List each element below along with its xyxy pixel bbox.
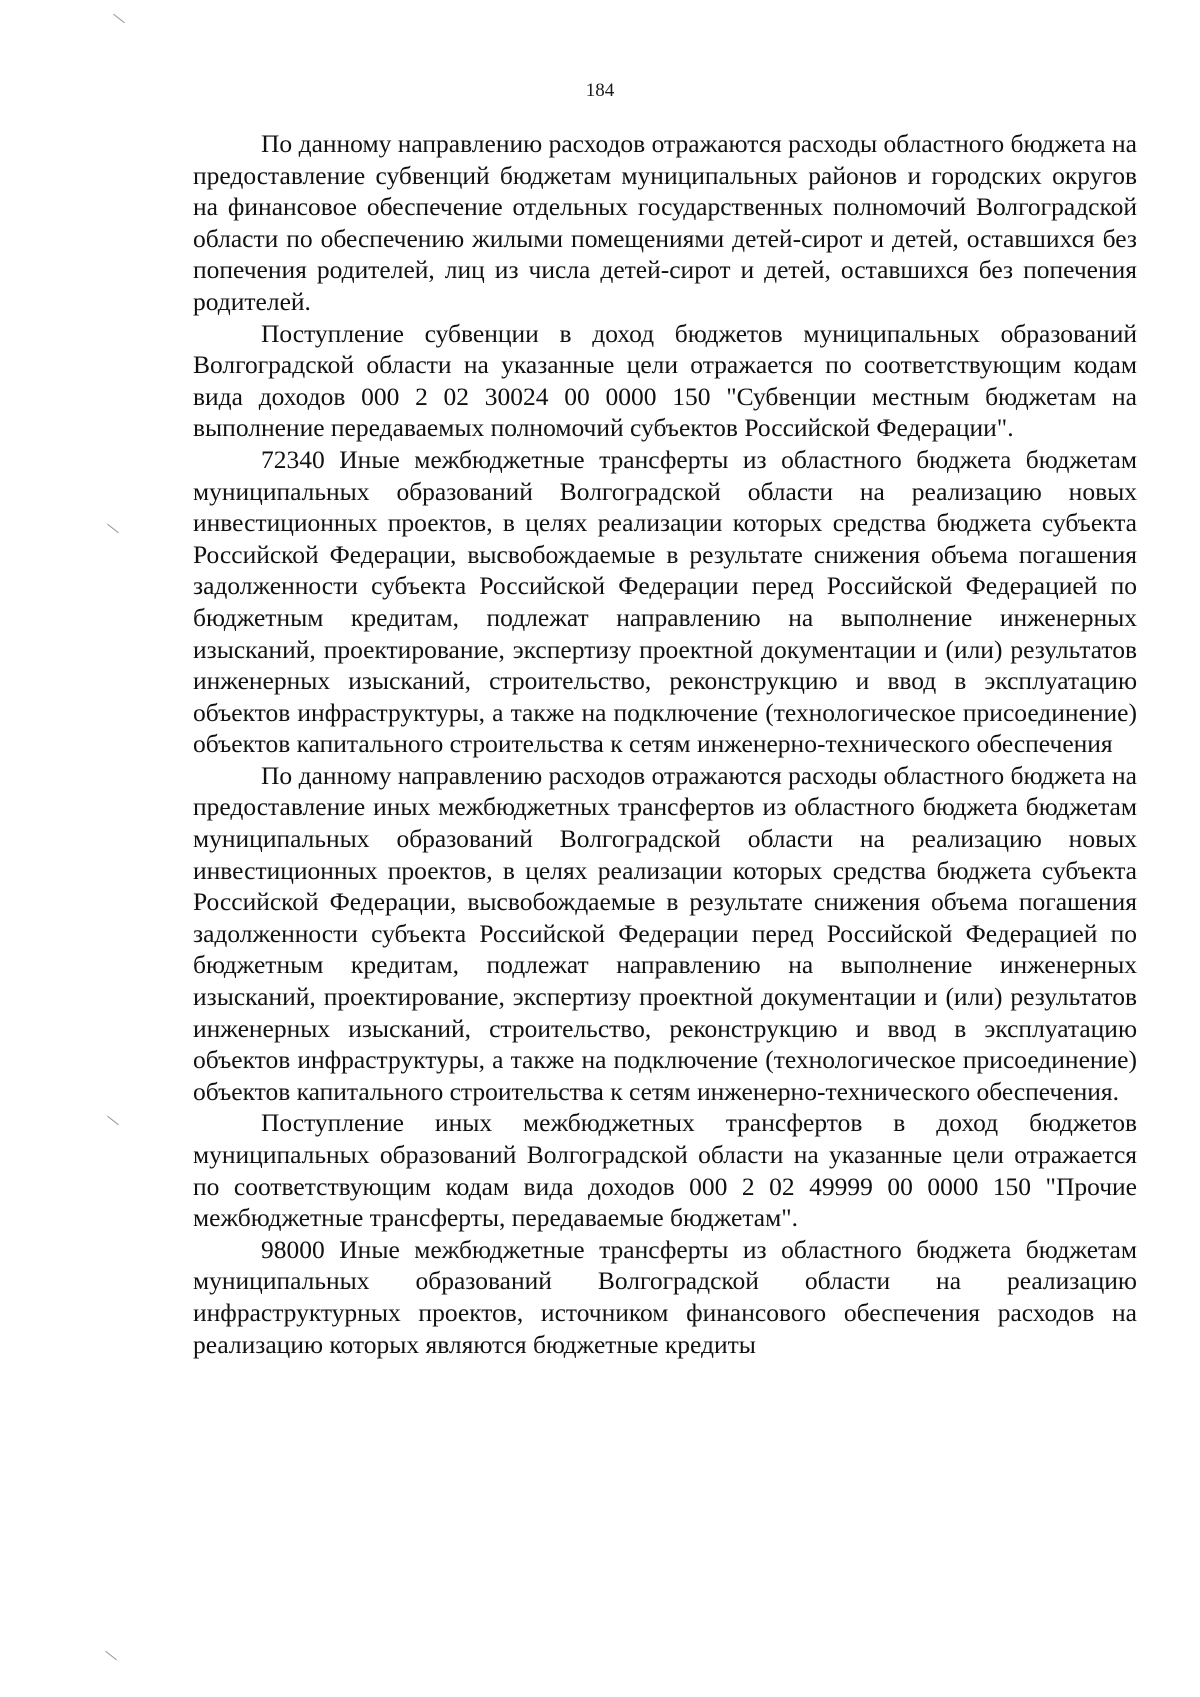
scan-mark <box>105 1651 117 1660</box>
scan-mark <box>107 1116 119 1125</box>
paragraph-3: 72340 Иные межбюджетные трансферты из областного бюджета бюджетам муниципальных образований Волгоградской области на реализацию новых инвестиционных проектов, в целях реализации которых средства бюджета субъекта Российской Федерации, высвобождаемые в результате снижения объема погашения задолженности субъекта Российской Федерации перед Российской Федерацией по бюджетным кредитам, подлежат направлению на выполнение инженерных изысканий, проектирование, экспертизу проектной документации и (или) результатов инженерных изысканий, строительство, реконструкцию и ввод в эксплуатацию объектов инфраструктуры, а также на подключение (технологическое присоединение) объектов капитального строительства к сетям инженерно-технического обеспечения <box>193 444 1137 759</box>
page-number: 184 <box>585 80 615 101</box>
scan-mark <box>107 524 119 533</box>
document-body <box>193 128 1137 1360</box>
paragraph-4: По данному направлению расходов отражаются расходы областного бюджета на предоставление иных межбюджетных трансфертов из областного бюджета бюджетам муниципальных образований Волгоградской области на реализацию новых инвестиционных проектов, в целях реализации которых средства бюджета субъекта Российской Федерации, высвобождаемые в результате снижения объема погашения задолженности субъекта Российской Федерации перед Российской Федерацией по бюджетным кредитам, подлежат направлению на выполнение инженерных изысканий, проектирование, экспертизу проектной документации и (или) результатов инженерных изысканий, строительство, реконструкцию и ввод в эксплуатацию объектов инфраструктуры, а также на подключение (технологическое присоединение) объектов капитального строительства к сетям инженерно-технического обеспечения. <box>193 760 1137 1106</box>
paragraph-6: 98000 Иные межбюджетные трансферты из областного бюджета бюджетам муниципальных образований Волгоградской области на реализацию инфраструктурных проектов, источником финансового обеспечения расходов на реализацию которых являются бюджетные кредиты <box>193 1234 1137 1359</box>
paragraph-1: По данному направлению расходов отражаются расходы областного бюджета на предоставление субвенций бюджетам муниципальных районов и городских округов на финансовое обеспечение отдельных государственных полномочий Волгоградской области по обеспечению жилыми помещениями детей-сирот и детей, оставшихся без попечения родителей, лиц из числа детей-сирот и детей, оставшихся без попечения родителей. <box>193 129 1137 316</box>
paragraph-5: Поступление иных межбюджетных трансфертов в доход бюджетов муниципальных образований Волгоградской области на указанные цели отражается по соответствующим кодам вида доходов 000 2 02 49999 00 0000 150 "Прочие межбюджетные трансферты, передаваемые бюджетам". <box>193 1108 1137 1233</box>
paragraph-2: Поступление субвенции в доход бюджетов муниципальных образований Волгоградской области на указанные цели отражается по соответствующим кодам вида доходов 000 2 02 30024 00 0000 150 "Субвенции местным бюджетам на выполнение передаваемых полномочий субъектов Российской Федерации". <box>193 318 1137 443</box>
scan-mark <box>113 14 125 23</box>
